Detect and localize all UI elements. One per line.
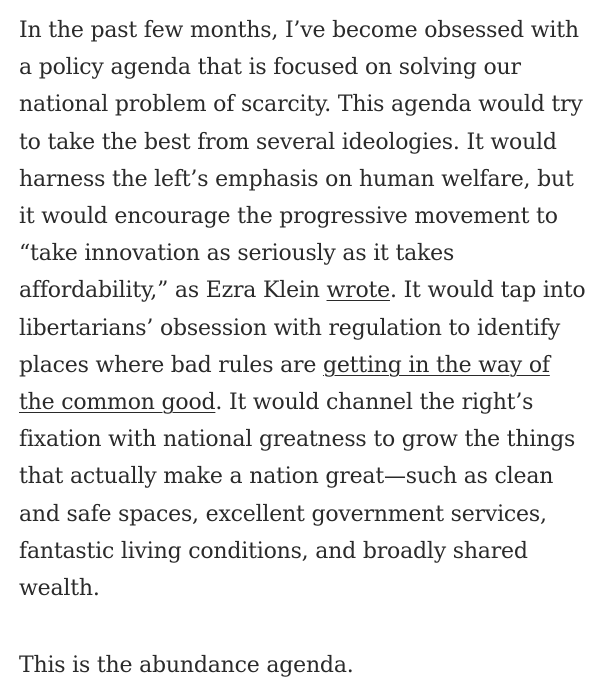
paragraph-2: This is the abundance agenda. xyxy=(19,653,354,679)
common-good-link[interactable]: getting in the way of the common good xyxy=(19,352,550,416)
paragraph-1-text-middle: . It would tap into libertarians’ obsession with regulation to identify places where bad rules are xyxy=(19,278,586,378)
paragraph-1 xyxy=(19,12,589,607)
wrote-link[interactable]: wrote xyxy=(326,278,390,304)
paragraph-1-text-start: In the past few months, I’ve become obsessed with a policy agenda that is focused on solving our national problem of scarcity. This agenda would try to take the best from several ideologies. It would harness the left’s emphasis on human welfare, but it would encourage the progressive movement to “take innovation as seriously as it takes affordability,” as Ezra Klein xyxy=(19,18,583,304)
article-body xyxy=(19,12,589,684)
paragraph-1-text-end: . It would channel the right’s fixation with national greatness to grow the things that actually make a nation great—such as clean and safe spaces, excellent government services, fantastic living conditions, and broadly shared wealth. xyxy=(19,390,576,602)
